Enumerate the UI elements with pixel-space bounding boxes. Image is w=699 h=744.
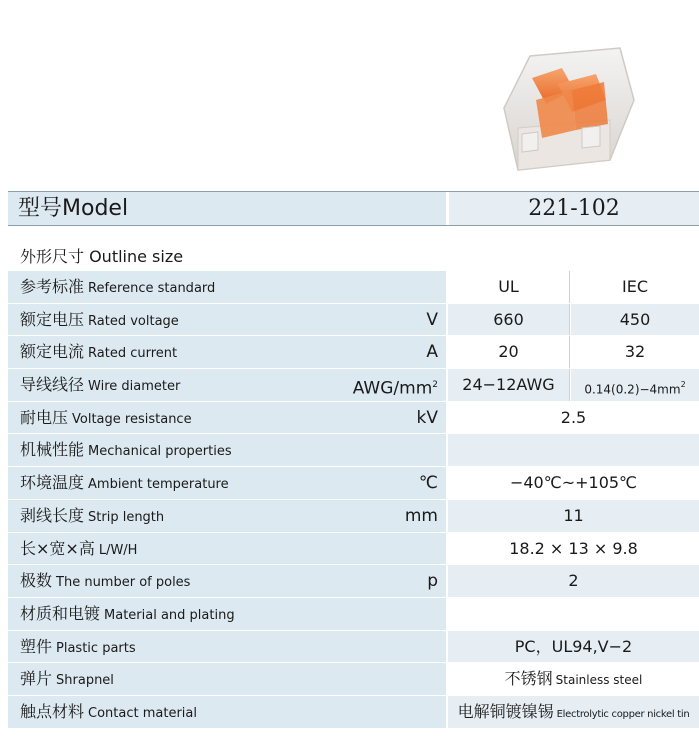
spec-label-en: Wire diameter	[88, 379, 181, 395]
connector-product-image	[492, 38, 642, 178]
spec-value-text: 32	[624, 342, 646, 362]
spec-label-cell	[8, 696, 446, 728]
spec-label-cn: 剥线长度	[20, 505, 85, 525]
spec-value	[448, 631, 699, 663]
spec-value-en: Stainless steel	[555, 673, 643, 688]
spec-label-cn: 触点材料	[20, 701, 85, 721]
spec-label	[20, 565, 190, 599]
spec-label	[20, 369, 180, 403]
spec-label-cell	[8, 402, 446, 434]
spec-value-superscript: 2	[680, 380, 686, 390]
spec-value	[448, 336, 570, 368]
spec-row	[8, 304, 699, 337]
spec-label-en: Rated current	[88, 346, 178, 362]
spec-label-cn: 长×宽×高	[20, 538, 95, 558]
spec-value	[571, 271, 699, 303]
model-label: 型号Model	[8, 192, 446, 225]
spec-label-en: Ambient temperature	[88, 477, 229, 493]
spec-unit-text: mm	[404, 505, 438, 526]
spec-label-cn: 材质和电镀	[20, 603, 101, 623]
spec-label	[20, 304, 179, 338]
spec-value	[448, 663, 699, 695]
spec-value	[448, 434, 699, 466]
spec-label	[20, 696, 197, 730]
spec-label-cell	[8, 336, 446, 368]
spec-value-en: Electrolytic copper nickel tin	[556, 708, 690, 720]
spec-value-text: 2	[568, 571, 579, 591]
spec-label-cn: 极数	[20, 571, 53, 591]
spec-label-en: Shrapnel	[56, 673, 114, 689]
spec-unit-text: V	[426, 309, 438, 330]
spec-unit	[353, 369, 438, 405]
spec-label-cn: 导线线径	[20, 375, 85, 395]
spec-label	[20, 533, 137, 567]
spec-value-text: 18.2 × 13 × 9.8	[509, 538, 638, 558]
spec-unit-superscript: 2	[432, 380, 438, 391]
spec-unit	[417, 402, 438, 434]
spec-row	[8, 271, 699, 304]
spec-row	[8, 402, 699, 435]
spec-unit	[426, 336, 438, 368]
spec-value	[448, 304, 570, 336]
spec-unit-text: A	[426, 342, 438, 363]
spec-label-cell	[8, 369, 446, 401]
spec-label-en: Mechanical properties	[88, 444, 232, 460]
spec-value	[448, 696, 699, 728]
spec-value	[448, 402, 699, 434]
spec-label-en: L/W/H	[98, 542, 138, 558]
spec-value-text: 20	[498, 342, 519, 362]
spec-value	[448, 598, 699, 630]
spec-value-text: UL	[498, 277, 519, 296]
spec-value-cn: 不锈钢	[504, 669, 553, 689]
spec-label-cell	[8, 500, 446, 532]
spec-row	[8, 663, 699, 696]
spec-table	[8, 271, 699, 729]
spec-value-text: 450	[619, 309, 651, 329]
spec-value-text: PC，UL94,V−2	[514, 636, 633, 656]
spec-value-text: 24−12AWG	[462, 375, 555, 395]
spec-row	[8, 434, 699, 467]
spec-row	[8, 336, 699, 369]
spec-value-cn: 电解铜镀镍锡	[457, 701, 554, 721]
spec-label	[20, 663, 114, 697]
spec-label-en: Voltage resistance	[72, 411, 192, 427]
model-row	[8, 191, 699, 226]
spec-value	[448, 271, 570, 303]
spec-row	[8, 631, 699, 664]
spec-label-cell	[8, 565, 446, 597]
spec-label-en: The number of poles	[56, 575, 191, 591]
spec-unit-text: ℃	[418, 473, 438, 494]
spec-unit	[427, 565, 438, 597]
spec-label-en: Reference standard	[88, 281, 216, 296]
spec-unit-text: AWG/mm	[352, 378, 433, 399]
spec-value	[571, 336, 699, 368]
spec-row	[8, 696, 699, 729]
spec-label	[20, 631, 136, 665]
spec-label	[20, 598, 235, 632]
spec-label-cell	[8, 304, 446, 336]
spec-value-text: 11	[563, 505, 584, 525]
spec-row	[8, 467, 699, 500]
spec-label-cn: 塑件	[20, 636, 53, 656]
spec-unit	[405, 500, 438, 532]
model-value: 221-102	[448, 192, 699, 225]
spec-value-text: IEC	[622, 277, 648, 296]
spec-label	[20, 467, 229, 501]
spec-unit	[426, 304, 438, 336]
spec-row	[8, 369, 699, 402]
spec-value	[448, 500, 699, 532]
spec-label-cn: 耐电压	[20, 407, 69, 427]
spec-unit-text: p	[427, 571, 438, 592]
spec-label-cn: 环境温度	[20, 473, 85, 493]
spec-label-cell	[8, 663, 446, 695]
spec-label-cn: 弹片	[20, 669, 53, 689]
spec-value	[448, 467, 699, 499]
spec-value	[448, 533, 699, 565]
spec-value	[571, 369, 699, 401]
spec-label-cn: 额定电压	[20, 309, 85, 329]
outline-size-heading: 外形尺寸 Outline size	[20, 247, 184, 266]
spec-label-cell	[8, 467, 446, 499]
spec-label-cell	[8, 533, 446, 565]
spec-label-en: Rated voltage	[88, 313, 179, 329]
spec-label-cell	[8, 434, 446, 466]
spec-label-cell	[8, 598, 446, 630]
spec-label-cell	[8, 631, 446, 663]
spec-label-en: Strip length	[88, 509, 165, 525]
spec-label-cn: 机械性能	[20, 440, 85, 460]
spec-value	[448, 565, 699, 597]
spec-label	[20, 434, 232, 468]
spec-row	[8, 598, 699, 631]
spec-unit-text: kV	[416, 407, 438, 428]
spec-label-cn: 额定电流	[20, 342, 85, 362]
spec-value	[571, 304, 699, 336]
spec-label-cell	[8, 271, 446, 303]
spec-label	[20, 336, 177, 370]
spec-row	[8, 533, 699, 566]
spec-row	[8, 565, 699, 598]
spec-label	[20, 402, 192, 436]
spec-row	[8, 500, 699, 533]
spec-value	[448, 369, 570, 401]
spec-value-text: 2.5	[560, 407, 587, 427]
spec-value-text: 660	[493, 309, 524, 329]
spec-label-cn: 参考标准	[20, 277, 85, 296]
spec-label-en: Material and plating	[104, 607, 235, 623]
spec-value-text: 0.14(0.2)−4mm	[584, 382, 681, 397]
spec-label	[20, 271, 215, 305]
spec-value-text: −40℃~+105℃	[509, 473, 638, 493]
spec-unit	[419, 467, 438, 499]
spec-label	[20, 500, 164, 534]
spec-label-en: Contact material	[88, 705, 197, 721]
spec-label-en: Plastic parts	[56, 640, 136, 656]
